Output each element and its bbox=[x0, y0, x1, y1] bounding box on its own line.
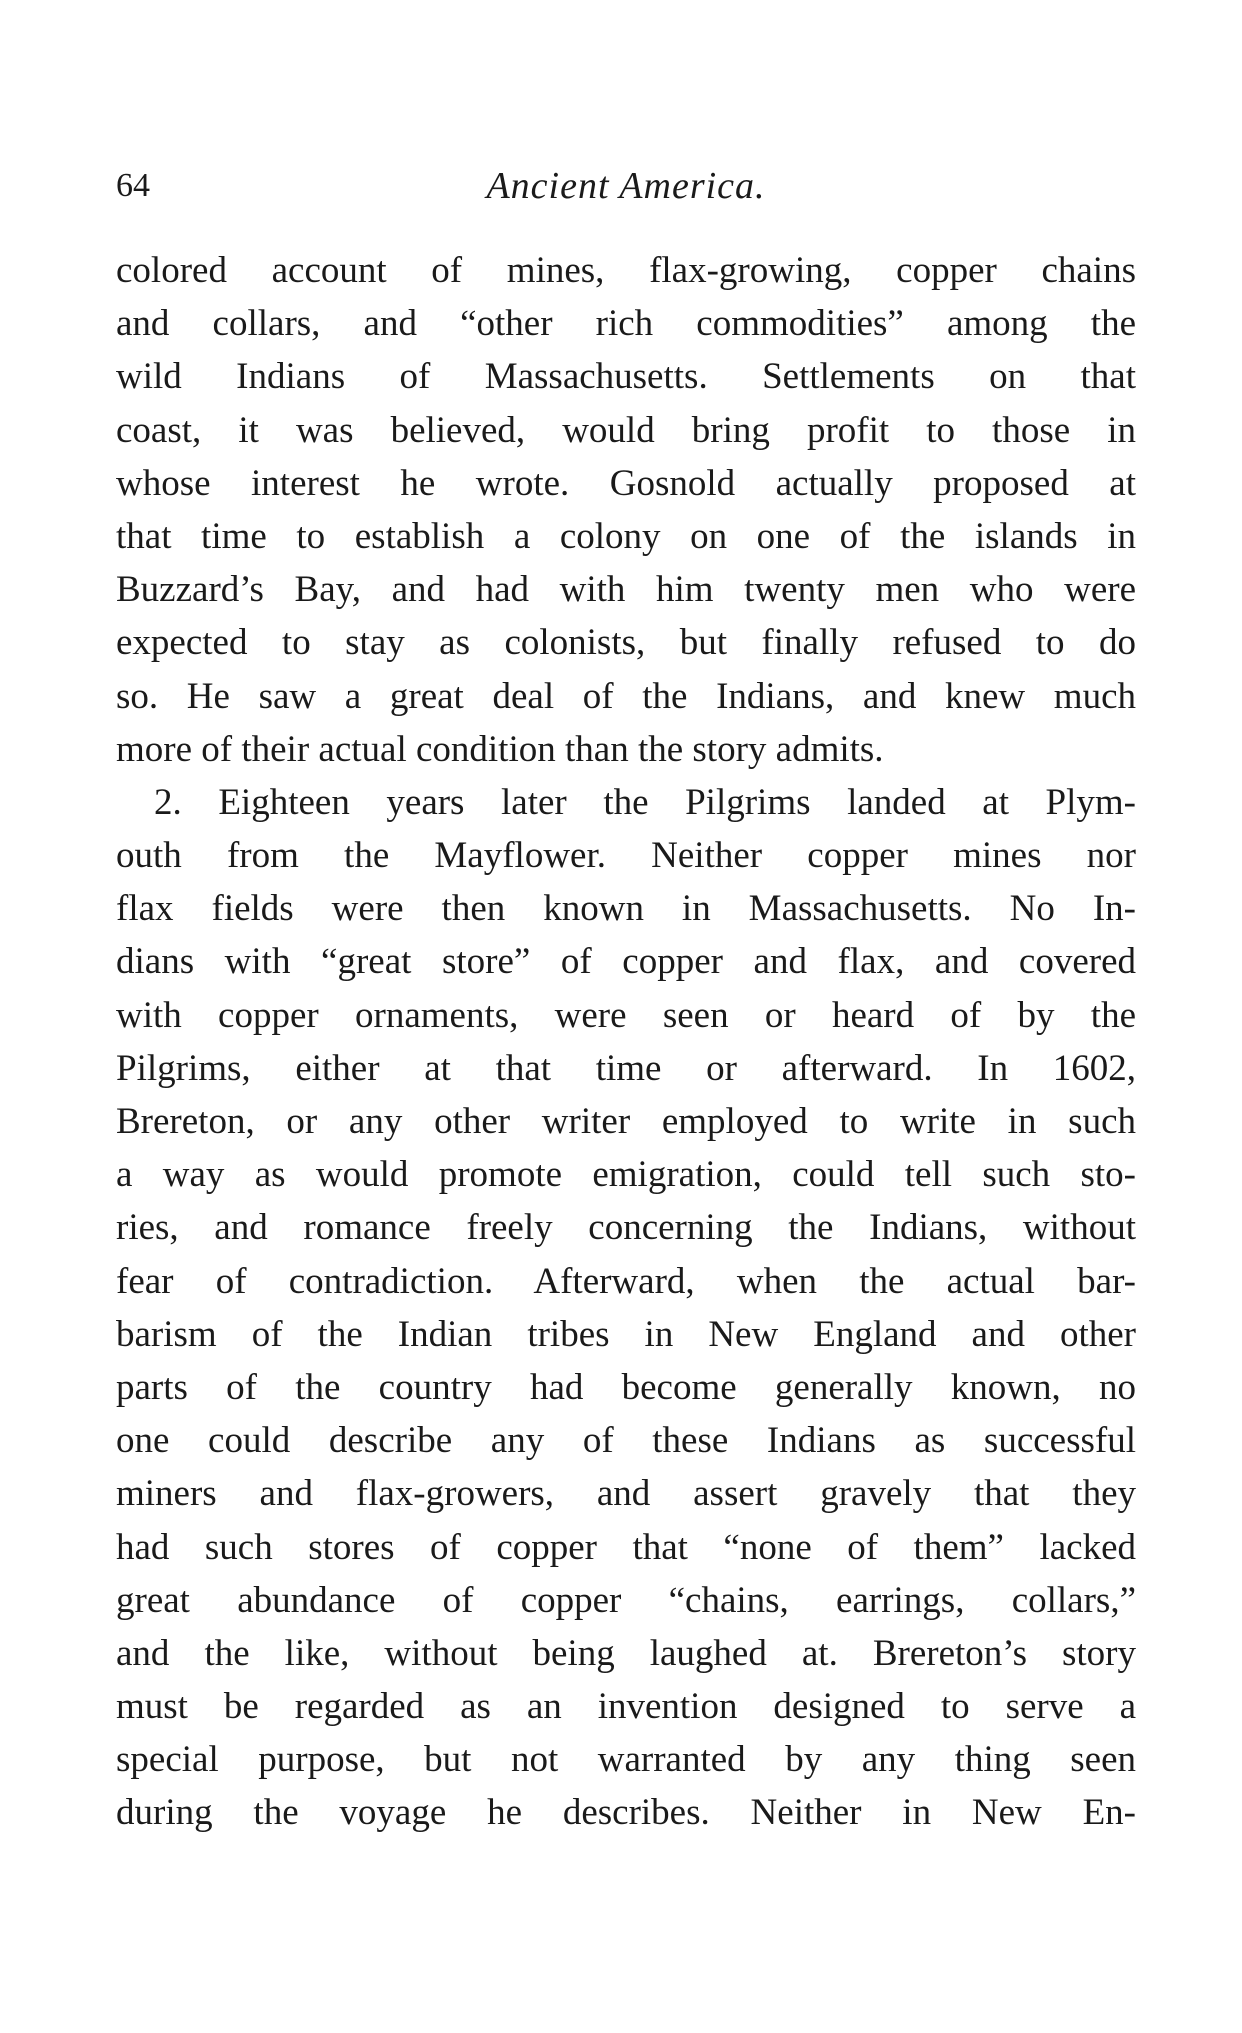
body-text bbox=[116, 244, 1136, 1840]
text-line: that time to establish a colony on one of the islands in bbox=[116, 515, 1136, 557]
text-line: wild Indians of Massachusetts. Settlements on that bbox=[116, 356, 1136, 398]
text-line: and collars, and “other rich commodities” among the bbox=[116, 303, 1136, 345]
text-line: fear of contradiction. Afterward, when the actual bar- bbox=[116, 1260, 1136, 1302]
text-line: so. He saw a great deal of the Indians, and knew much bbox=[116, 675, 1136, 717]
text-line: whose interest he wrote. Gosnold actually proposed at bbox=[116, 462, 1136, 504]
text-line: and the like, without being laughed at. Brereton’s story bbox=[116, 1632, 1136, 1674]
text-line: during the voyage he describes. Neither in New En- bbox=[116, 1792, 1136, 1834]
page-number: 64 bbox=[116, 167, 150, 204]
text-line: barism of the Indian tribes in New England and other bbox=[116, 1313, 1136, 1355]
text-line: great abundance of copper “chains, earrings, collars,” bbox=[116, 1579, 1136, 1621]
text-line: one could describe any of these Indians as successful bbox=[116, 1420, 1136, 1462]
paragraph-start-line: 2. Eighteen years later the Pilgrims landed at Plym- bbox=[154, 781, 1136, 823]
text-line: a way as would promote emigration, could tell such sto- bbox=[116, 1154, 1136, 1196]
text-line: Pilgrims, either at that time or afterward. In 1602, bbox=[116, 1047, 1136, 1089]
text-line: miners and flax-growers, and assert gravely that they bbox=[116, 1473, 1136, 1515]
page-header bbox=[116, 160, 1136, 212]
text-line: expected to stay as colonists, but finally refused to do bbox=[116, 622, 1136, 664]
text-line: had such stores of copper that “none of them” lacked bbox=[116, 1526, 1136, 1568]
text-line: dians with “great store” of copper and flax, and covered bbox=[116, 941, 1136, 983]
text-line: flax fields were then known in Massachusetts. No In- bbox=[116, 888, 1136, 930]
text-line: Buzzard’s Bay, and had with him twenty men who were bbox=[116, 569, 1136, 611]
text-line: outh from the Mayflower. Neither copper mines nor bbox=[116, 835, 1136, 877]
text-line: colored account of mines, flax-growing, copper chains bbox=[116, 250, 1136, 291]
text-line: Brereton, or any other writer employed to write in such bbox=[116, 1101, 1136, 1142]
text-line: ries, and romance freely concerning the Indians, without bbox=[116, 1207, 1136, 1249]
text-line: special purpose, but not warranted by any thing seen bbox=[116, 1739, 1136, 1781]
running-title: Ancient America. bbox=[486, 165, 766, 207]
text-line: with copper ornaments, were seen or heard of by the bbox=[116, 994, 1136, 1036]
text-line: coast, it was believed, would bring profit to those in bbox=[116, 409, 1136, 451]
text-line: more of their actual condition than the story admits. bbox=[116, 728, 884, 770]
text-line: parts of the country had become generally known, no bbox=[116, 1366, 1136, 1408]
text-line: must be regarded as an invention designed to serve a bbox=[116, 1686, 1136, 1728]
